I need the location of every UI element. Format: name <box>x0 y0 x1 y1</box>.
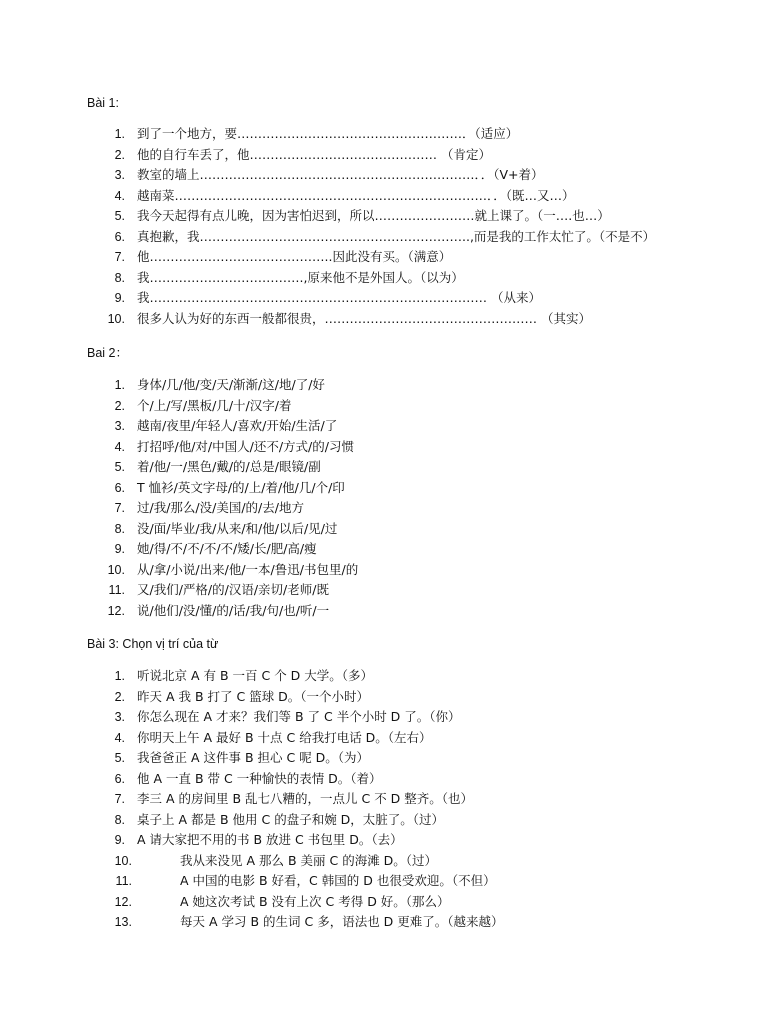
item-number: 12. <box>114 894 132 909</box>
item-number: 2. <box>114 147 125 162</box>
item-text: 我从来没见 A 那么 B 美丽 C 的海滩 D。（过） <box>180 852 438 868</box>
item-text: 李三 A 的房间里 B 乱七八糟的，一点儿 C 不 D 整齐。（也） <box>137 791 474 806</box>
item-text: 身体/几/他/变/天/渐渐/这/地/了/好 <box>137 377 325 392</box>
item-text: 教室的墙上…………………………………………………………．．（V+着） <box>137 167 544 182</box>
item-number: 4. <box>114 439 125 454</box>
item-text: 听说北京 A 有 B 一百 C 个 D 大学。（多） <box>137 668 374 683</box>
item-number: 3. <box>114 710 125 724</box>
item-text: 我爸爸正 A 这件事 B 担心 C 呢 D。（为） <box>137 750 370 765</box>
item-number: 4. <box>114 730 125 745</box>
item-text: A 中国的电影 B 好看，C 韩国的 D 也很受欢迎。（不但） <box>180 873 496 888</box>
item-number: 3. <box>114 168 125 182</box>
item-number: 3. <box>114 419 125 433</box>
item-text: 桌子上 A 都是 B 他用 C 的盘子和婉 D，太脏了。（过） <box>137 811 445 827</box>
item-number: 6. <box>114 229 125 244</box>
item-text: 从/拿/小说/出来/他/一本/鲁迅/书包里/的 <box>137 561 359 577</box>
item-text: 说/他们/没/懂/的/话/我/句/也/听/一 <box>137 602 330 618</box>
item-text: 越南菜…………………………………………………………………．．（既…又…） <box>137 187 575 203</box>
item-text: 他……………………………………..因此没有买。（满意） <box>137 249 452 264</box>
item-number: 13. <box>114 915 132 929</box>
item-text: 着/他/一/黑色/戴/的/总是/眼镜/副 <box>137 459 321 474</box>
item-text: A 她这次考试 B 没有上次 C 考得 D 好。（那么） <box>180 893 450 909</box>
item-text: 越南/夜里/年轻人/喜欢/开始/生活/了 <box>137 418 338 433</box>
item-number: 8. <box>114 812 125 827</box>
item-text: 你怎么现在 A 才来？我们等 B 了 C 半个小时 D 了。（你） <box>137 709 461 724</box>
item-text: 我……………………………….,原来他不是外国人。（以为） <box>137 269 464 285</box>
item-text: 又/我们/严格/的/汉语/亲切/老师/既 <box>137 582 329 597</box>
item-text: 过/我/那么/没/美国/的/去/地方 <box>137 500 304 515</box>
item-number: 4. <box>114 188 125 203</box>
item-number: 5. <box>114 751 125 765</box>
item-number: 5. <box>114 209 125 223</box>
section-3-heading: Bài 3: Chọn vị trí của từ <box>87 637 219 651</box>
item-number: 2. <box>114 398 125 413</box>
item-text: 我……………………………………………………………………… （从来） <box>137 290 541 305</box>
item-number: 1. <box>114 378 125 392</box>
item-number: 7. <box>114 792 125 806</box>
item-text: 个/上/写/黑板/几/十/汉字/着 <box>137 397 292 413</box>
item-number: 8. <box>114 270 125 285</box>
item-text: 她/得/不/不/不/不/矮/长/肥/高/瘦 <box>137 541 317 556</box>
item-text: A 请大家把不用的书 B 放进 C 书包里 D。（去） <box>137 832 403 847</box>
section-1-heading: Bài 1: <box>87 96 119 110</box>
item-number: 10. <box>114 853 132 868</box>
item-text: 你明天上午 A 最好 B 十点 C 给我打电话 D。（左右） <box>137 729 432 745</box>
item-number: 8. <box>114 521 125 536</box>
item-number: 9. <box>114 833 125 847</box>
item-text: 打招呼/他/对/中国人/还不/方式/的/习惯 <box>137 438 354 454</box>
item-number: 6. <box>114 480 125 495</box>
item-number: 1. <box>114 127 125 141</box>
item-text: 每天 A 学习 B 的生词 C 多，语法也 D 更难了。（越来越） <box>180 914 504 929</box>
item-number: 5. <box>114 460 125 474</box>
item-number: 12. <box>107 603 125 618</box>
item-text: 真抱歉，我………………………………………………………..,而是我的工作太忙了。（不是不） <box>137 228 656 244</box>
item-number: 11. <box>108 583 125 597</box>
item-number: 7. <box>114 250 125 264</box>
item-number: 9. <box>114 291 125 305</box>
item-number: 9. <box>114 542 125 556</box>
item-number: 1. <box>114 669 125 683</box>
item-number: 2. <box>114 689 125 704</box>
item-text: 他 A 一直 B 带 C 一种愉快的表情 D。（着） <box>137 770 382 786</box>
item-text: 昨天 A 我 B 打了 C 篮球 D。（一个小时） <box>137 688 370 704</box>
item-text: 到了一个地方，要………………………………………………．（适应） <box>137 126 519 141</box>
item-number: 11. <box>115 874 132 888</box>
item-number: 10. <box>107 311 125 326</box>
section-2-heading: Bai 2： <box>87 346 128 360</box>
item-number: 10. <box>107 562 125 577</box>
item-number: 6. <box>114 771 125 786</box>
item-text: 没/面/毕业/我/从来/和/他/以后/见/过 <box>137 520 338 536</box>
item-text: 很多人认为好的东西一般都很贵，…………………………………………… （其实） <box>137 310 591 326</box>
item-text: T 恤衫/英文字母/的/上/着/他/几/个/印 <box>137 479 345 495</box>
item-text: 他的自行车丢了，他……………………………………… （肯定） <box>137 146 491 162</box>
item-number: 7. <box>114 501 125 515</box>
item-text: 我今天起得有点儿晚，因为害怕迟到，所以……………………就上课了。（一….也…） <box>137 208 610 223</box>
